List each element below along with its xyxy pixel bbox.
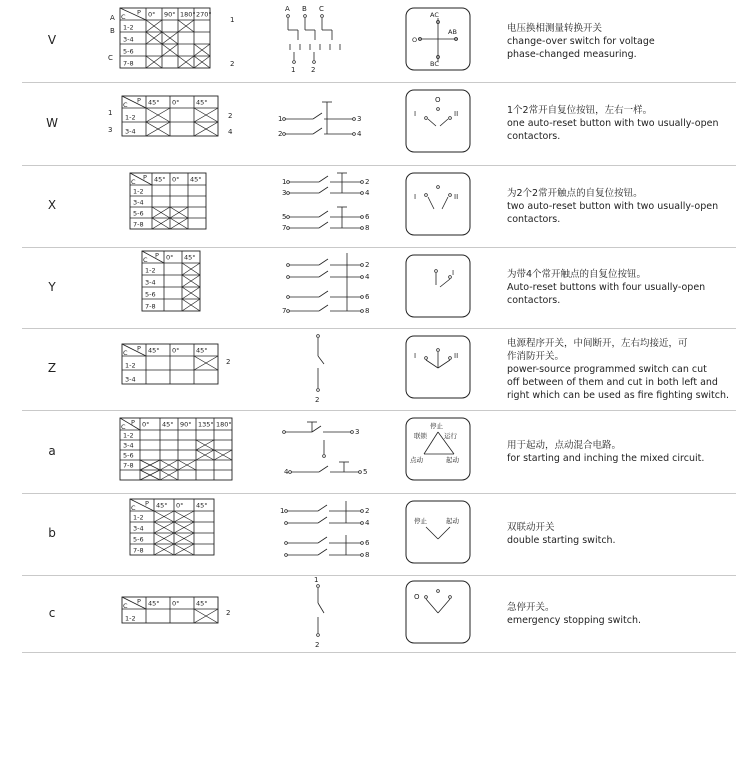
terminal-dot [283,431,286,434]
terminal-dot [287,310,290,313]
terminal-label: 6 [365,213,370,221]
dial-label: 停止 [414,517,427,525]
diagram-line [318,549,327,555]
contact-label: 3-4 [133,524,144,533]
terminal-label: 7 [282,224,287,232]
terminal-label: 3 [355,428,360,436]
terminal-dot [359,471,362,474]
diagram-line [319,211,328,217]
terminal-dot [361,542,364,545]
terminal-label: 2 [365,178,370,186]
dial-label: O [435,96,441,104]
terminal-dot [437,349,440,352]
diagram-line [426,360,438,368]
row-diagrams [22,0,736,82]
description-line: 为2个2常开触点的自复位按钮。 [507,187,643,199]
description-line: one auto-reset button with two usually-open [507,118,719,129]
description-line: 作消防开关。 [507,350,565,362]
contact-label: 5-6 [123,451,134,460]
type-code: Z [47,361,57,375]
contact-label: 1-2 [123,431,134,440]
terminal-dot [287,15,290,18]
terminal-dot [323,455,326,458]
terminal-dot [317,389,320,392]
terminal-label: 4 [365,519,370,527]
diagram-line [319,187,328,193]
terminal-dot [287,296,290,299]
label-p: P [155,251,159,260]
table-row [22,165,736,248]
diagram-line [318,603,324,613]
angle-label: 180° [216,420,232,429]
terminal-dot [287,192,290,195]
contact-label: 5-6 [145,290,156,299]
dial-frame [406,501,470,563]
label-p: P [131,418,135,427]
diagram-line [319,176,328,182]
diagram-line [319,305,328,311]
terminal-dot [285,554,288,557]
diagram-line [319,466,328,472]
phase-label: A [285,5,290,13]
contact-label: 1-2 [123,23,134,32]
diagram-line [438,360,450,368]
angle-label: 45° [148,346,160,355]
terminal-dot [287,181,290,184]
type-code: a [48,443,56,458]
terminal-dot [317,634,320,637]
angle-label: 45° [196,501,208,510]
terminal-dot [361,181,364,184]
terminal-label: 7 [282,307,287,315]
description-line: right which can be used as fire fighting switch. [507,389,730,401]
terminal-dot [353,118,356,121]
terminal-dot [449,357,452,360]
contact-label: 3-4 [123,35,134,44]
dial-label: 联锁 [414,432,427,440]
diagram-line [318,356,324,364]
label-p: P [145,499,149,508]
table-row [22,0,736,83]
dial-label: II [454,352,459,360]
dial-label: BC [430,60,439,68]
terminal-label: 1 [278,115,283,123]
contact-label: 1-2 [145,266,156,275]
terminal-dot [435,270,438,273]
table-row [22,328,736,411]
angle-label: 0° [172,175,180,184]
table-row [22,575,736,653]
contact-label: 1-2 [125,113,136,122]
terminal-dot [437,108,440,111]
terminal-label: 6 [365,293,370,301]
contact-label: 7-8 [133,546,144,555]
terminal-dot [287,276,290,279]
description-line: contactors. [507,295,561,306]
terminal-label: 2 [228,112,233,120]
diagram-line [312,426,321,432]
diagram-line [319,259,328,265]
table-row [22,247,736,329]
angle-label: 45° [196,346,208,355]
angle-label: 45° [196,599,208,608]
row-diagrams [22,493,736,575]
diagram-line [426,527,438,539]
label-c: C [123,101,128,109]
dial-label: 起动 [446,456,459,464]
type-code: Y [48,279,56,294]
diagram-line [426,599,438,613]
terminal-label: 2 [315,641,320,649]
terminal-label: 1 [108,109,113,117]
angle-label: 0° [172,599,180,608]
label-p: P [137,344,141,353]
terminal-label: 4 [365,273,370,281]
terminal-dot [361,296,364,299]
description-line: change-over switch for voltage [507,35,655,47]
angle-label: 45° [156,501,168,510]
terminal-dot [287,264,290,267]
angle-label: 0° [166,253,174,262]
terminal-label: 2 [226,609,231,617]
dial-label: O [414,593,420,601]
terminal-label: 1 [280,507,285,515]
terminal-dot [304,15,307,18]
description-line: contactors. [507,213,561,225]
terminal-dot [437,186,440,189]
diagram-line [313,113,322,119]
diagram-line [440,279,450,287]
terminal-label: 8 [365,307,370,315]
terminal-dot [287,216,290,219]
terminal-label: 3 [282,189,287,197]
dial-label: I [414,110,417,118]
terminal-dot [293,61,296,64]
terminal-label: 2 [315,396,320,404]
angle-label: 0° [172,98,180,107]
terminal-dot [361,192,364,195]
description-line: for starting and inching the mixed circuit. [507,452,705,464]
diagram-line [319,222,328,228]
table-row [22,82,736,166]
diagram-line [318,537,327,543]
terminal-label: 5 [363,468,368,476]
diagram-line [440,119,448,126]
description-line: contactors. [507,131,561,142]
description-line: double starting switch. [507,535,616,546]
terminal-label: 2 [365,261,370,269]
contact-label: 3-4 [145,278,156,287]
diagram-line [319,271,328,277]
terminal-dot [449,596,452,599]
terminal-label: 6 [365,539,370,547]
contact-label: 1-2 [125,614,136,623]
angle-label: 0° [142,420,150,429]
description-line: off between of them and cut in both left and [507,376,718,388]
description-line: 1个2常开自复位按钮，左右一样。 [507,105,653,116]
description-line: power-source programmed switch can cut [507,363,707,375]
phase-label: C [319,5,324,13]
dial-label: 点动 [410,456,423,464]
diagram-line [313,128,322,134]
phase-label: A [110,14,115,22]
label-c: C [121,423,126,431]
label-c: C [123,602,128,610]
angle-label: 45° [162,420,174,429]
diagram-line [438,527,450,539]
terminal-dot [285,522,288,525]
angle-label: 0° [176,501,184,510]
diagram-line [318,517,327,523]
description-line: Auto-reset buttons with four usually-open [507,282,706,293]
type-code: W [46,115,58,130]
angle-label: 0° [148,10,156,19]
label-c: C [131,504,136,512]
dial-label: 运行 [444,432,457,440]
dial-label: I [414,193,417,201]
label-p: P [137,597,141,606]
angle-label: 270° [196,10,212,19]
dial-label: II [454,110,459,118]
phase-label: B [110,27,115,35]
terminal-label: 2 [230,60,235,68]
contact-label: 7-8 [145,302,156,311]
label-c: C [143,256,148,264]
description-line: 双联动开关 [507,522,555,533]
label-p: P [137,8,141,17]
description-line: 电压换相测量转换开关 [507,22,603,34]
terminal-dot [313,61,316,64]
terminal-dot [437,590,440,593]
label-p: P [143,173,147,182]
row-diagrams [22,165,736,247]
terminal-dot [361,216,364,219]
dial-label: AC [430,11,439,19]
dial-frame [406,581,470,643]
contact-label: 5-6 [133,535,144,544]
dial-label: I [452,269,455,277]
terminal-dot [285,510,288,513]
terminal-dot [449,276,452,279]
description-line: phase-changed measuring. [507,48,637,60]
type-code: X [47,198,57,212]
terminal-label: 4 [228,128,233,136]
description-line: 急停开关。 [507,601,555,613]
description-line: 用于起动，点动混合电路。 [507,439,622,451]
terminal-dot [285,542,288,545]
terminal-label: 1 [314,576,319,584]
diagram-line [438,599,450,613]
diagram-line [319,291,328,297]
contact-label: 5-6 [123,47,134,56]
contact-label: 7-8 [133,220,144,229]
dial-label: 起动 [446,517,459,525]
table-row [22,410,736,494]
row-diagrams [22,82,736,165]
terminal-dot [449,117,452,120]
diagram-line [428,119,436,126]
terminal-dot [361,227,364,230]
angle-label: 45° [148,98,160,107]
contact-label: 1-2 [125,361,136,370]
contact-label: 7-8 [123,59,134,68]
dial-label: 停止 [430,422,443,430]
terminal-dot [321,15,324,18]
terminal-label: 2 [311,66,316,74]
terminal-dot [425,357,428,360]
contact-label: 7-8 [123,461,134,470]
label-p: P [137,96,141,105]
angle-label: 135° [198,420,214,429]
table-row [22,493,736,576]
label-c: C [131,178,136,186]
terminal-label: 3 [357,115,362,123]
terminal-dot [283,133,286,136]
terminal-dot [425,194,428,197]
angle-label: 45° [196,98,208,107]
terminal-dot [361,522,364,525]
angle-label: 0° [172,346,180,355]
contact-label: 5-6 [133,209,144,218]
terminal-label: 4 [357,130,362,138]
terminal-dot [361,510,364,513]
angle-label: 45° [148,599,160,608]
dial-frame [406,255,470,317]
row-diagrams [22,328,736,410]
contact-label: 1-2 [133,187,144,196]
label-c: C [121,13,126,21]
label-c: C [123,349,128,357]
contact-label: 3-4 [125,375,136,384]
terminal-label: 2 [226,358,231,366]
diagram-line [428,197,434,209]
terminal-dot [361,264,364,267]
terminal-label: 1 [291,66,296,74]
description-line: two auto-reset button with two usually-open [507,200,719,212]
terminal-dot [317,335,320,338]
contact-label: 3-4 [125,127,136,136]
phase-label: B [302,5,307,13]
type-code: c [48,605,56,620]
terminal-dot [289,471,292,474]
angle-label: 45° [154,175,166,184]
terminal-label: 3 [108,126,113,134]
type-code: b [48,526,56,540]
dial-label: O [412,36,418,44]
angle-label: 45° [190,175,202,184]
dial-label: I [414,352,417,360]
terminal-label: 1 [230,16,235,24]
diagram-line [442,197,448,209]
contact-label: 3-4 [133,198,144,207]
type-code: V [47,33,57,47]
terminal-label: 4 [284,468,289,476]
description-line: 为带4个常开触点的自复位按钮。 [507,269,647,280]
description-line: 电源程序开关，中间断开，左右均接近，可 [507,337,688,349]
terminal-dot [317,585,320,588]
row-diagrams [22,410,736,493]
dial-label: II [454,193,459,201]
terminal-dot [361,276,364,279]
contact-label: 1-2 [133,513,144,522]
terminal-dot [425,117,428,120]
contact-label: 3-4 [123,441,134,450]
angle-label: 90° [180,420,192,429]
terminal-label: 1 [282,178,287,186]
angle-label: 45° [184,253,196,262]
row-diagrams [22,247,736,328]
terminal-dot [425,596,428,599]
terminal-dot [361,554,364,557]
angle-label: 180° [180,10,196,19]
terminal-dot [351,431,354,434]
terminal-label: 8 [365,551,370,559]
terminal-label: 2 [365,507,370,515]
dial-frame [406,173,470,235]
terminal-label: 4 [365,189,370,197]
description-line: emergency stopping switch. [507,614,642,626]
phase-label: C [108,54,113,62]
terminal-dot [449,194,452,197]
angle-label: 90° [164,10,176,19]
diagram-line [318,505,327,511]
dial-label: AB [448,28,457,36]
terminal-dot [287,227,290,230]
terminal-dot [361,310,364,313]
terminal-label: 2 [278,130,283,138]
terminal-dot [283,118,286,121]
terminal-dot [353,133,356,136]
row-diagrams [22,575,736,652]
terminal-label: 8 [365,224,370,232]
terminal-label: 5 [282,213,287,221]
